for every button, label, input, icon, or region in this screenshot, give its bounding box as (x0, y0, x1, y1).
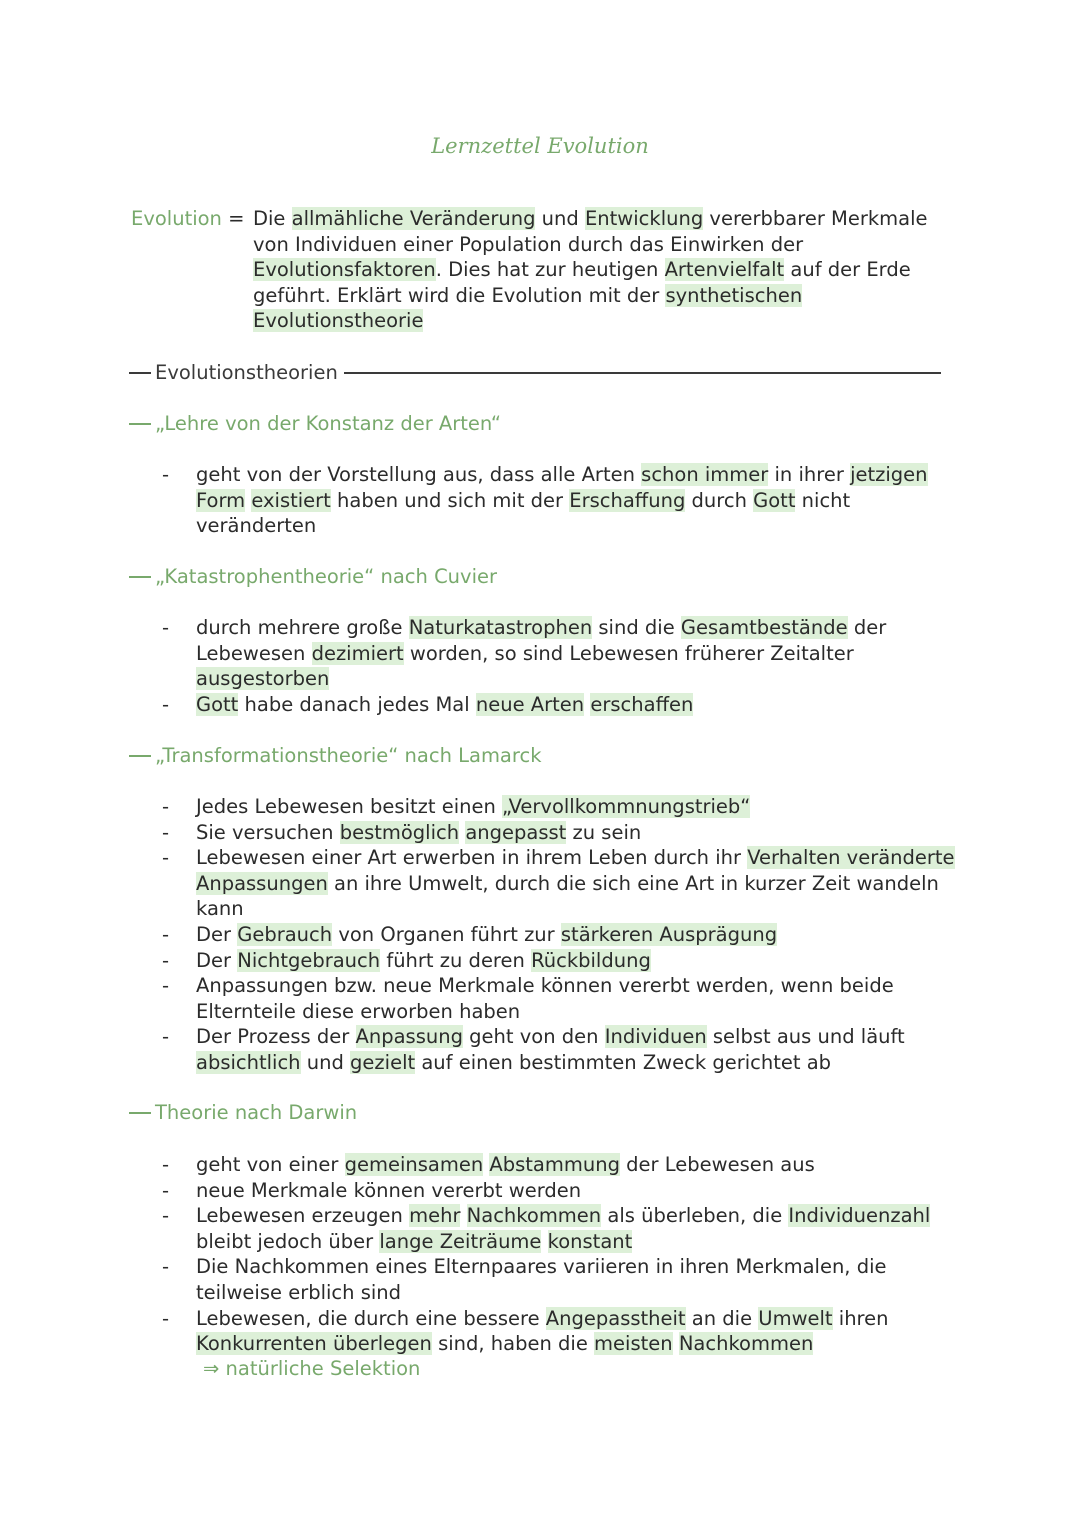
text-run: auf der Erde geführt. Erklärt wird die Evolution mit der (253, 258, 911, 307)
definition-equals: = (221, 207, 245, 230)
section-title: Evolutionstheorien (155, 361, 338, 384)
text-run (541, 1230, 547, 1253)
text-run: zu sein (566, 820, 642, 844)
text-run: sind die (592, 616, 681, 639)
highlighted-term: ausgestorben (196, 667, 330, 691)
text-run: Der (196, 922, 238, 946)
theory-bullets-lamarck (196, 794, 956, 1076)
definition-text (253, 206, 963, 334)
highlighted-term: absichtlich (196, 1050, 301, 1074)
highlighted-term: dezimiert (311, 641, 404, 665)
bullet-item (196, 1254, 956, 1305)
highlighted-term: allmähliche Veränderung (291, 207, 536, 230)
highlighted-term: angepasst (465, 820, 567, 844)
bullet-item (196, 1152, 956, 1178)
theory-bullets-darwin (196, 1152, 956, 1357)
highlighted-term: Nichtgebrauch (237, 948, 381, 972)
highlighted-term: Gott (753, 488, 796, 512)
text-run: worden, so sind Lebewesen früherer Zeitalter (403, 641, 854, 665)
text-run: Lebewesen einer Art erwerben in ihrem Leben durch ihr (196, 846, 748, 870)
bullet-item (196, 1024, 956, 1075)
theory-title: „Transformationstheorie“ nach Lamarck (155, 744, 542, 767)
text-run: Jedes Lebewesen besitzt einen (196, 795, 503, 818)
bullet-item (196, 820, 956, 846)
bullet-item (196, 462, 956, 539)
highlighted-term: stärkeren Ausprägung (560, 922, 778, 946)
heading-dash (129, 423, 151, 425)
highlighted-term: Konkurrenten überlegen (196, 1332, 432, 1356)
text-run: Sie versuchen (196, 820, 340, 844)
text-run: Der (196, 948, 238, 972)
text-run: Die Nachkommen eines Elternpaares variieren in ihren Merkmalen, die teilweise erblich sind (196, 1255, 887, 1304)
theory-heading-darwin (129, 1100, 357, 1125)
text-run: geht von den (462, 1025, 605, 1049)
theory-bullets-konstanz (196, 462, 956, 539)
text-run: an die (685, 1306, 759, 1330)
text-run: bleibt jedoch über (196, 1229, 380, 1253)
theory-heading-cuvier (129, 564, 497, 589)
definition-block (131, 206, 961, 333)
highlighted-term: erschaffen (590, 692, 694, 716)
heading-dash (129, 576, 151, 578)
text-run: Der Prozess der (196, 1025, 356, 1049)
highlighted-term: bestmöglich (339, 820, 460, 844)
highlighted-term: schon immer (641, 463, 769, 486)
theory-bullets-cuvier (196, 615, 956, 717)
text-run: selbst aus und läuft (706, 1025, 905, 1049)
highlighted-term: gemeinsamen (344, 1153, 484, 1176)
bullet-item (196, 845, 956, 922)
highlighted-term: Entwicklung (584, 207, 704, 230)
theory-heading-lamarck (129, 743, 542, 768)
highlighted-term: neue Arten (475, 692, 585, 716)
text-run: Anpassungen bzw. neue Merkmale können vererbt werden, wenn beide Elternteile diese erworben haben (196, 974, 894, 1023)
bullet-item (196, 1306, 956, 1357)
text-run: neue Merkmale können vererbt werden (196, 1178, 582, 1202)
text-run: haben und sich mit der (330, 488, 570, 512)
text-run: vererbbarer Merkmale von Individuen einer Population durch das Einwirken der (253, 207, 928, 256)
text-run: habe danach jedes Mal (238, 692, 476, 716)
bullet-item (196, 692, 956, 718)
highlighted-term: „Vervollkommnungstrieb“ (502, 795, 751, 818)
text-run: von Organen führt zur (332, 922, 561, 946)
highlighted-term: Nachkommen (678, 1332, 814, 1356)
darwin-result: ⇒ natürliche Selektion (203, 1357, 421, 1380)
text-run (460, 1204, 466, 1227)
bullet-item (196, 615, 956, 692)
highlighted-term: meisten (594, 1332, 673, 1356)
highlighted-term: Abstammung (489, 1153, 620, 1176)
text-run: und (535, 207, 585, 230)
highlighted-term: Umwelt (758, 1306, 833, 1330)
heading-dash (129, 755, 151, 757)
bullet-item (196, 973, 956, 1024)
text-run: Lebewesen erzeugen (196, 1204, 410, 1228)
highlighted-term: Erschaffung (569, 488, 686, 512)
highlighted-term: Evolutionsfaktoren (253, 258, 436, 282)
theory-title: Theorie nach Darwin (155, 1101, 358, 1124)
theory-title: „Lehre von der Konstanz der Arten“ (155, 412, 501, 435)
text-run: und (300, 1050, 351, 1074)
bullet-item (196, 922, 956, 948)
highlighted-term: Nachkommen (466, 1204, 602, 1228)
theory-heading-konstanz (129, 411, 501, 436)
highlighted-term: Gebrauch (237, 922, 333, 946)
text-run: . Dies hat zur heutigen (435, 258, 665, 282)
heading-rule (344, 372, 941, 374)
highlighted-term: Artenvielfalt (664, 258, 785, 282)
theory-title: „Katastrophentheorie“ nach Cuvier (155, 565, 498, 588)
highlighted-term: Naturkatastrophen (408, 616, 593, 639)
text-run: führt zu deren (380, 948, 532, 972)
bullet-item (196, 794, 956, 820)
highlighted-term: Anpassung (355, 1025, 463, 1049)
section-heading-evolutionstheorien (129, 360, 941, 385)
highlighted-term: Verhalten veränderte Anpassungen (196, 846, 955, 895)
text-run: in ihrer (768, 463, 851, 486)
text-run: der Lebewesen aus (619, 1153, 815, 1176)
text-run: als überleben, die (601, 1204, 789, 1228)
highlighted-term: jetzigen Form (196, 463, 928, 512)
highlighted-term: gezielt (350, 1050, 416, 1074)
highlighted-term: lange Zeiträume (379, 1229, 542, 1253)
highlighted-term: synthetischen Evolutionstheorie (253, 283, 803, 333)
text-run: der Lebewesen (196, 616, 887, 665)
bullet-item (196, 1178, 956, 1204)
text-run (673, 1332, 679, 1355)
page-title: Lernzettel Evolution (431, 134, 649, 158)
highlighted-term: Individuen (604, 1025, 707, 1049)
text-run: sind, haben die (431, 1332, 595, 1356)
highlighted-term: konstant (547, 1229, 633, 1253)
text-run: nicht veränderten (196, 488, 851, 538)
text-run: durch (685, 488, 754, 512)
text-run: durch mehrere große (196, 616, 409, 639)
bullet-item (196, 948, 956, 974)
text-run: geht von einer (196, 1153, 345, 1176)
heading-dash (129, 372, 151, 374)
highlighted-term: Gesamtbestände (680, 616, 848, 639)
highlighted-term: mehr (409, 1204, 461, 1228)
highlighted-term: Rückbildung (531, 948, 651, 972)
highlighted-term: Angepasstheit (545, 1306, 686, 1330)
highlighted-term: existiert (251, 488, 331, 512)
text-run: geht von der Vorstellung aus, dass alle Arten (196, 463, 642, 486)
highlighted-term: Gott (196, 692, 239, 716)
heading-dash (129, 1112, 151, 1114)
bullet-item (196, 1203, 956, 1254)
definition-term: Evolution (131, 207, 222, 230)
highlighted-term: Individuenzahl (788, 1204, 931, 1228)
text-run: Die (253, 207, 292, 230)
text-run: Lebewesen, die durch eine bessere (196, 1306, 546, 1330)
text-run: an ihre Umwelt, durch die sich eine Art in kurzer Zeit wandeln kann (196, 871, 939, 921)
text-run: ihren (832, 1306, 889, 1330)
text-run: auf einen bestimmten Zweck gerichtet ab (415, 1050, 832, 1074)
